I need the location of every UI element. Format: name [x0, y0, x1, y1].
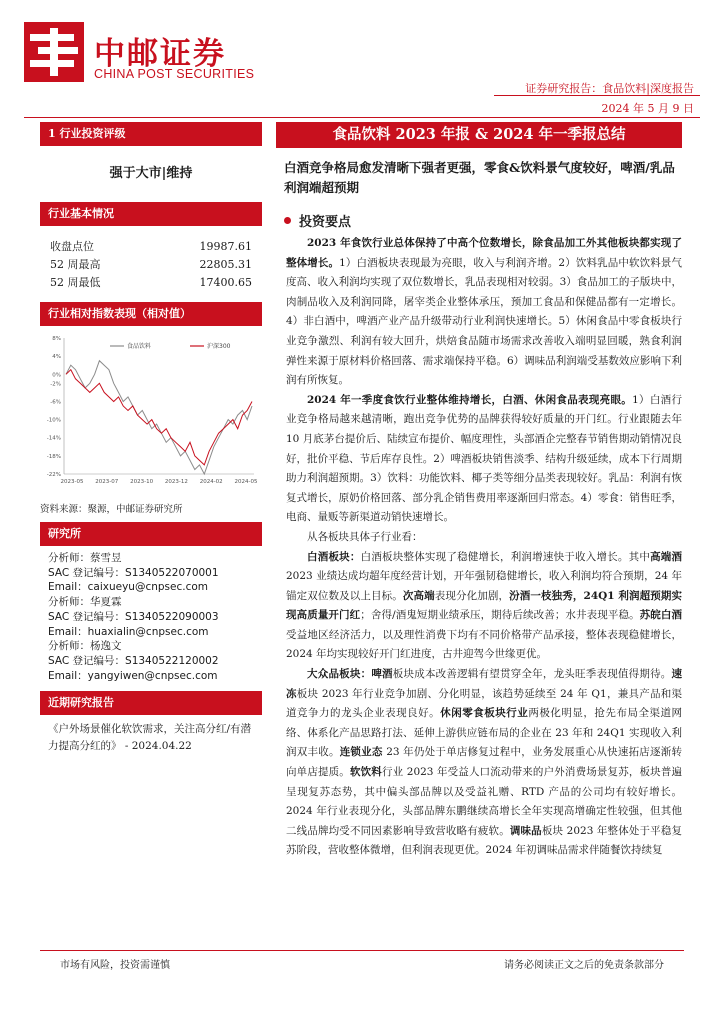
analyst-email[interactable]: Email：huaxialin@cnpsec.com	[48, 625, 209, 638]
relative-performance-chart	[40, 326, 262, 496]
risk-disclaimer: 市场有风险，投资需谨慎	[60, 960, 170, 971]
paragraph-text: ；舍得/酒鬼短期业绩承压，期待后续改善；水井表现平稳。	[360, 609, 640, 622]
y-tick-label: -18%	[46, 453, 61, 460]
paragraph-text: 行业 2023 年受益人口流动带来的户外消费场景复苏，板块普遍呈现复苏态势，其中偏头部品牌以及受益礼赠、RTD 产品的公司均有较好增长。2024 年行业表现分化，头部品牌东鹏继续高增长全年实现高增确定性较强，但其他二线品牌均受不同因素影响导致营收略有疲软。	[286, 766, 683, 837]
x-tick-label: 2024-02	[199, 479, 223, 485]
series-line-food-beverage	[66, 361, 252, 474]
paragraph-text: 2023 业绩达成均超年度经营计划，开年强韧稳健增长，收入利润均符合预期，24 年锚定双位数及以上目标。	[286, 570, 682, 602]
paragraph-baijiu	[276, 548, 682, 666]
paragraph-emphasis: 软饮料	[349, 766, 382, 779]
basic-info-table	[40, 226, 262, 302]
legend-label: 食品饮料	[127, 343, 152, 350]
brand-name-en: CHINA POST SECURITIES	[94, 67, 255, 81]
top-divider	[24, 117, 700, 118]
y-tick-label: -6%	[50, 399, 61, 406]
document-type: 证券研究报告：食品饮料|深度报告	[525, 82, 694, 95]
paragraph-text: 板块成本改善逻辑有望贯穿全年，龙头旺季表现值得期待。	[392, 668, 672, 681]
key-points-label: 投资要点	[299, 214, 352, 230]
paragraph-emphasis: 汾酒一枝独秀，24Q1 利润超预期实现高质量开门红	[286, 589, 683, 622]
analyst-name: 分析师：蔡雪昱	[48, 552, 122, 564]
paragraph-lead: 2024 年一季度食饮行业整体维持增长，白酒、休闲食品表现亮眼。	[307, 393, 633, 406]
relative-performance-heading: 行业相对指数表现（相对值）	[40, 302, 262, 326]
basic-info-label: 52 周最高	[50, 258, 101, 271]
basic-info-label: 52 周最低	[50, 276, 101, 289]
analyst-name: 分析师：杨逸文	[48, 640, 122, 653]
paragraph-text: 23 年仍处于单店修复过程中，业务发展重心从快速拓店逐渐转向单店提质。	[286, 746, 683, 779]
y-tick-label: -10%	[46, 417, 61, 424]
y-tick-label: 0%	[52, 372, 61, 379]
legend-label: 沪深300	[207, 343, 231, 350]
paragraph-lead: 大众品板块：	[307, 668, 372, 681]
recent-reports-heading: 近期研究报告	[40, 691, 262, 715]
header-divider	[494, 95, 700, 96]
recent-report-link[interactable]: 《户外场景催化软饮需求，关注高分红/有潜力提高分红的》 - 2024.04.22	[48, 723, 252, 753]
paragraph-text: 从各板块具体子行业看：	[307, 530, 423, 543]
x-tick-label: 2023-07	[95, 479, 119, 485]
analyst-entry	[40, 595, 262, 639]
x-tick-label: 2023-12	[164, 479, 188, 485]
x-tick-label: 2024-05	[234, 479, 258, 485]
basic-info-label: 收盘点位	[50, 240, 94, 253]
y-tick-label: -22%	[46, 472, 61, 478]
paragraph-emphasis: 速冻	[286, 668, 683, 700]
analyst-sac: SAC 登记编号：S1340522120002	[48, 654, 219, 667]
paragraph-text: 受益地区经济活力，以及理性消费下均有不同价格带产品承接，整体表现稳健增长，2024 年均实现较好开门红进度，古井迎驾今世缘更优。	[286, 628, 682, 661]
series-line-csi300	[66, 370, 252, 465]
industry-rating: 强于大市|维持	[109, 166, 193, 181]
paragraph-text: 白酒板块整体实现了稳健增长，利润增速快于收入增长。其中	[360, 550, 651, 563]
analyst-name: 分析师：华夏霖	[48, 596, 122, 609]
paragraph-emphasis: 休闲零食板块行业	[440, 707, 529, 720]
report-subtitle: 白酒竞争格局愈发清晰下强者更强，零食&饮料景气度较好，啤酒/乳品利润端超预期	[284, 160, 675, 195]
brand-name-cn: 中邮证券	[94, 36, 226, 72]
analyst-email[interactable]: Email：yangyiwen@cnpsec.com	[48, 669, 218, 682]
analyst-email[interactable]: Email：caixueyu@cnpsec.com	[48, 581, 209, 594]
paragraph-emphasis: 高端酒	[650, 550, 683, 563]
y-tick-label: 4%	[52, 354, 61, 361]
analyst-entry	[40, 551, 262, 595]
paragraph-mass-consumer	[276, 665, 682, 861]
rating-heading: 1 行业投资评级	[40, 122, 262, 146]
basic-info-value: 19987.61	[199, 240, 252, 253]
paragraph-text: 表现分化加剧，	[434, 589, 510, 602]
x-tick-label: 2023-05	[60, 479, 84, 485]
y-tick-label: -14%	[46, 435, 61, 442]
paragraph-text: 两极化明显，抢先布局全渠道网络、体系化产品思路打法、延伸上游供应链布局的企业在 23 年和 24Q1 实现收入利润双丰收。	[286, 707, 683, 759]
paragraph-intro	[276, 528, 682, 548]
analyst-sac: SAC 登记编号：S1340522070001	[48, 566, 219, 579]
paragraph-lead: 白酒板块：	[307, 550, 361, 563]
x-tick-label: 2023-10	[130, 479, 154, 485]
paragraph-emphasis: 啤酒	[371, 668, 393, 681]
sidebar	[40, 122, 262, 755]
paragraph-text: 1）白酒行业竞争格局越来越清晰，跑出竞争优势的品牌获得较好质量的开门红。行业跟随去年 10 月底茅台提价后、陆续宣布提价、幅度理性，头部酒企完整春节销售期动销情况良好，批价平稳、节后库存良性。2）啤酒板块销售淡季、结构升级延续，成本下行周期助力利润超预期。3）饮料：功能饮料、椰子类等细分品类表现较好。乳品：利润有恢复式增长，原奶价格回落、部分乳企销售费用率逐渐回归常态。4）零食：销售旺季，电商、量贩等新渠道动销快速增长。	[286, 393, 682, 524]
chart-source: 资料来源：聚源，中邮证券研究所	[40, 504, 183, 515]
china-post-logo	[24, 22, 84, 82]
line-chart	[40, 326, 262, 496]
paragraph-2023-summary	[276, 234, 682, 391]
y-tick-label: 8%	[52, 336, 61, 342]
paragraph-text: 板块 2023 年整体处于平稳复苏阶段，营收整体微增，但利润表现更优。2024 年初调味品需求伴随餐饮持续复	[286, 824, 682, 857]
paragraph-emphasis: 调味品	[509, 824, 542, 837]
paragraph-emphasis: 连锁业态	[339, 746, 383, 759]
key-points-heading	[276, 210, 682, 230]
report-date: 2024 年 5 月 9 日	[601, 102, 694, 115]
analyst-sac: SAC 登记编号：S1340522090003	[48, 610, 219, 623]
basic-info-heading: 行业基本情况	[40, 202, 262, 226]
basic-info-row	[40, 256, 262, 274]
paragraph-text: 1）白酒板块表现最为亮眼，收入与利润齐增。2）饮料乳品中软饮料景气度高、收入利润均实现了双位数增长，乳品表现相对较弱。3）食品加工的子版块中，肉制品收入及利润同降，屠宰类企业整体承压，预加工食品和保健品都有一定增长。4）非白酒中，啤酒产业产品升级带动行业利润快速增长。5）休闲食品中零食板块行业竞争激烈、利润有较大回升，烘焙食品随市场需求改善收入端明显回暖，熟食利润弹性来源于原材料价格回落、需求端保持平稳。6）调味品利润端受基数效应影响下利润有所恢复。	[286, 256, 682, 387]
paragraph-2024q1-summary	[276, 391, 682, 528]
basic-info-row	[40, 274, 262, 292]
research-heading: 研究所	[40, 522, 262, 546]
footer-divider	[40, 950, 684, 951]
main-content	[276, 122, 682, 861]
analyst-entry	[40, 639, 262, 683]
y-tick-label: -2%	[50, 381, 61, 388]
basic-info-value: 22805.31	[199, 258, 252, 271]
bullet-icon	[284, 217, 291, 224]
paragraph-emphasis: 次高端	[402, 589, 435, 602]
report-title: 食品饮料 2023 年报 & 2024 年一季报总结	[276, 122, 682, 148]
paragraph-text: 板块 2023 年行业竞争加剧、分化明显，该趋势延续至 24 年 Q1，兼具产品和渠道竞争力的龙头企业表现良好。	[286, 687, 683, 720]
paragraph-emphasis: 苏皖白酒	[639, 609, 682, 622]
basic-info-row	[40, 238, 262, 256]
paragraph-lead: 2023 年食饮行业总体保持了中高个位数增长，除食品加工外其他板块都实现了整体增长。	[286, 237, 682, 269]
terms-notice: 请务必阅读正文之后的免责条款部分	[504, 960, 664, 971]
analyst-list	[40, 546, 262, 691]
basic-info-value: 17400.65	[199, 276, 252, 289]
